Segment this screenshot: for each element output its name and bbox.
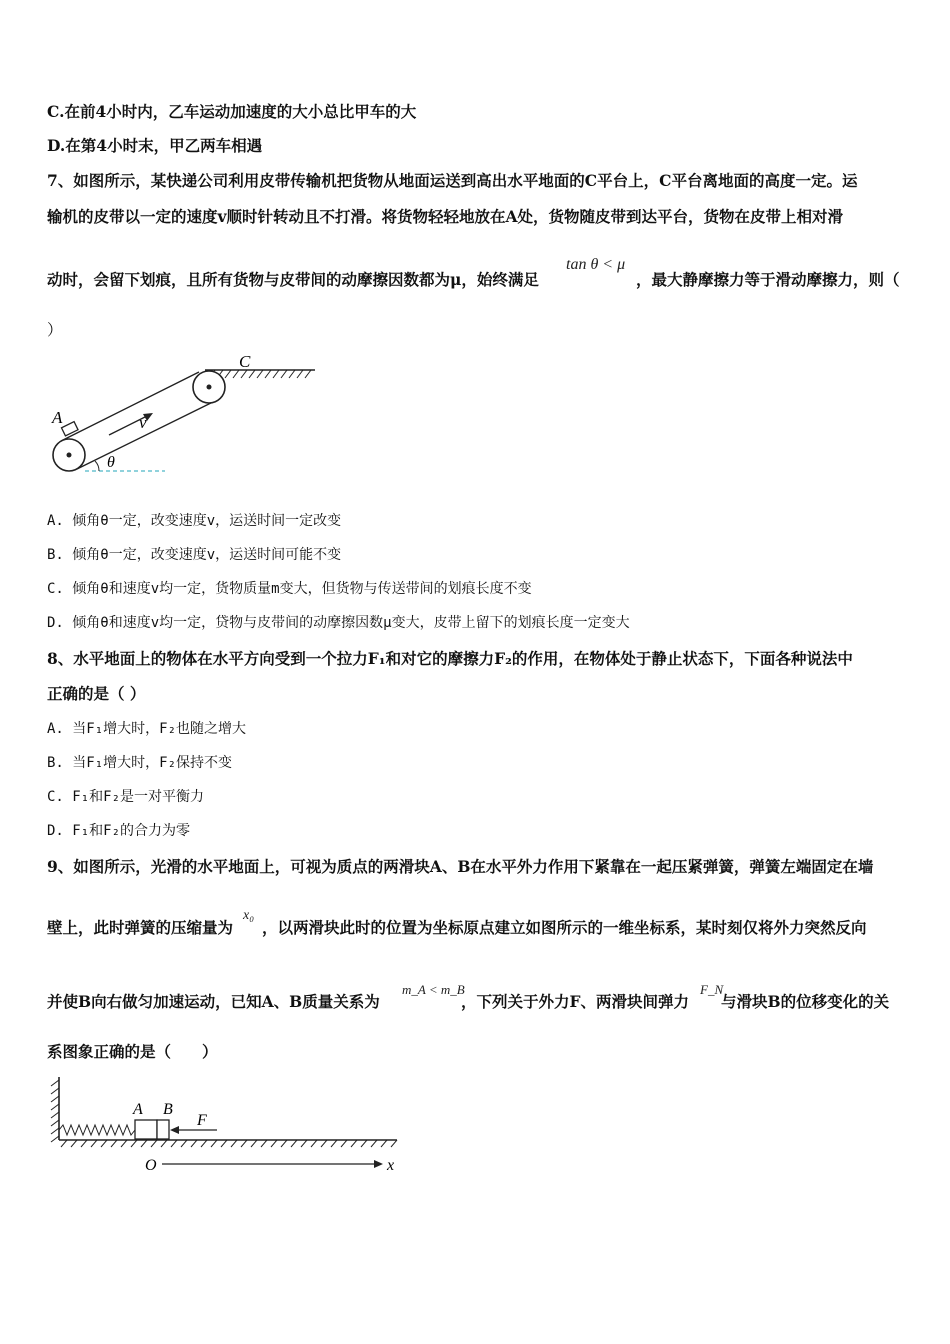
q7-text-line2: 输机的皮带以一定的速度v顺时针转动且不打滑。将货物轻轻地放在A处，货物随皮带到达平台，货物在皮带上相对滑 (47, 207, 844, 226)
label-block-a: A (133, 1101, 143, 1118)
option-d-previous: D.在第4小时末，甲乙两车相遇 (47, 136, 263, 155)
q9-text-line3a: 并使B向右做匀加速运动，已知A、B质量关系为 (47, 992, 380, 1011)
q8-option-a: A. 当F₁增大时，F₂也随之增大 (47, 721, 247, 737)
label-block-b: B (163, 1101, 173, 1118)
q8-option-b: B. 当F₁增大时，F₂保持不变 (47, 755, 233, 771)
q7-text-line1: 7、如图所示，某快递公司利用皮带传输机把货物从地面运送到高出水平地面的C平台上，C平台离地面的高度一定。运 (47, 171, 858, 190)
q9-text-line3b: ，下列关于外力F、两滑块间弹力 (461, 992, 690, 1011)
label-force-f: F (197, 1112, 207, 1129)
label-origin-o: O (145, 1157, 157, 1174)
q7-math-tan: tan θ < μ (566, 256, 626, 273)
label-a: A (52, 408, 63, 427)
q8-text-line1: 8、水平地面上的物体在水平方向受到一个拉力F₁和对它的摩擦力F₂的作用，在物体处于静止状态下，下面各种说法中 (47, 649, 853, 668)
option-c-previous: C.在前4小时内，乙车运动加速度的大小总比甲车的大 (47, 102, 417, 121)
q7-option-b: B. 倾角θ一定，改变速度v，运送时间可能不变 (47, 547, 342, 563)
q7-option-a: A. 倾角θ一定，改变速度v，运送时间一定改变 (47, 513, 342, 529)
q7-option-d: D. 倾角θ和速度v均一定，贷物与皮带间的动摩擦因数μ变大，皮带上留下的划痕长度一定变大 (47, 615, 630, 631)
q7-text-line4: ） (47, 321, 63, 339)
label-axis-x: x (387, 1157, 395, 1174)
q7-text-line3b: ，最大静摩擦力等于滑动摩擦力，则（ (636, 270, 900, 289)
q8-text-line2: 正确的是（ ） (47, 684, 146, 703)
q7-text-line3a: 动时，会留下划痕，且所有货物与皮带间的动摩擦因数都为μ，始终满足 (47, 270, 539, 289)
q9-math-mass: m_A < m_B (402, 982, 465, 997)
label-c: C (239, 352, 251, 371)
label-v: v (139, 413, 147, 432)
q9-math-fn: F_N (700, 982, 724, 997)
label-theta: θ (107, 454, 115, 471)
conveyor-figure (45, 345, 335, 480)
q9-text-line4: 系图象正确的是（ ） (47, 1042, 218, 1061)
q9-text-line2a: 壁上，此时弹簧的压缩量为 (47, 918, 234, 937)
q9-text-line2b: ，以两滑块此时的位置为坐标原点建立如图所示的一维坐标系，某时刻仅将外力突然反向 (262, 918, 867, 937)
q8-option-c: C. F₁和F₂是一对平衡力 (47, 789, 205, 805)
q9-math-x0: x₀ (243, 908, 255, 923)
q9-text-line1: 9、如图所示，光滑的水平地面上，可视为质点的两滑块A、B在水平外力作用下紧靠在一起压紧弹簧，弹簧左端固定在墙 (47, 857, 874, 876)
q8-option-d: D. F₁和F₂的合力为零 (47, 823, 191, 839)
q7-option-c: C. 倾角θ和速度v均一定，货物质量m变大，但货物与传送带间的划痕长度不变 (47, 581, 532, 597)
spring-figure (45, 1072, 405, 1177)
q9-text-line3c: 与滑块B的位移变化的关 (721, 992, 890, 1011)
